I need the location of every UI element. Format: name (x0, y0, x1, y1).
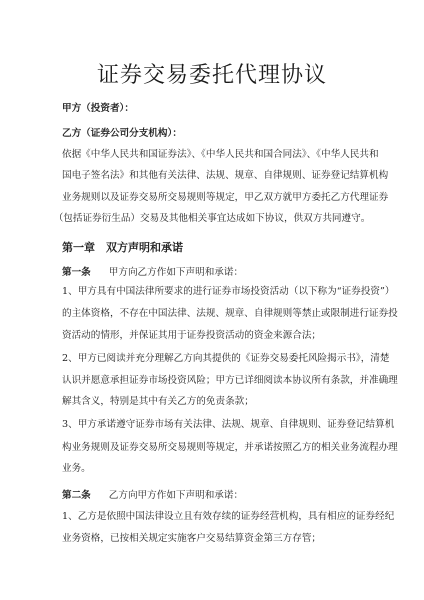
article-1-item-line: 业务。 (62, 463, 91, 474)
intro-line-4: （包括证券衍生品）交易及其他相关事宜达成如下协议，供双方共同遵守。 (53, 213, 371, 224)
intro-line-3: 业务规则以及证券交易所交易规则等规定，甲乙双方就甲方委托乙方代理证券 (62, 192, 389, 203)
article-1-item-line: 资活动的情形，并保证其用于证券投资活动的资金来源合法； (62, 330, 322, 341)
party-b-line: 乙方（证券公司分支机构）： (62, 128, 182, 139)
article-1-text: 甲方向乙方作如下声明和承诺： (108, 267, 244, 278)
article-1-item-line: 解其含义，特别是其中有关乙方的免责条款； (62, 396, 254, 407)
article-1-header (62, 267, 243, 279)
article-1-label: 第一条 (62, 267, 91, 278)
article-1-item-line: 1、甲方具有中国法律所要求的进行证券市场投资活动（以下称为“证券投资”） (62, 286, 395, 297)
article-1-item-line: 3、甲方承诺遵守证券市场有关法律、法规、规章、自律规则、证券登记结算机 (62, 419, 395, 430)
article-2-label: 第二条 (62, 490, 91, 501)
article-1-item-line: 2、甲方已阅读并充分理解乙方向其提供的《证券交易委托风险揭示书》，清楚 (62, 353, 390, 364)
article-2-text: 乙方向甲方作如下声明和承诺： (108, 490, 244, 501)
party-a-line: 甲方（投资者）： (62, 103, 134, 114)
intro-line-1: 依据《中华人民共和国证券法》、《中华人民共和国合同法》、《中华人民共和 (62, 149, 379, 160)
article-1-item-line: 构业务规则及证券交易所交易规则等规定，并承诺按照乙方的相关业务流程办理 (62, 442, 398, 453)
chapter-1-heading: 第一章 双方声明和承诺 (62, 241, 183, 254)
article-1-item-line: 认识并愿意承担证券市场投资风险；甲方已详细阅读本协议所有条款，并准确理 (62, 375, 398, 386)
article-2-item-line: 1、乙方是依照中国法律设立且有效存续的证券经营机构，具有相应的证券经纪 (62, 511, 395, 522)
document-title: 证券交易委托代理协议 (96, 63, 327, 88)
article-2-item-line: 业务资格，已按相关规定实施客户交易结算资金第三方存管； (62, 533, 322, 544)
article-2-header (62, 490, 243, 502)
intro-line-2: 国电子签名法》和其他有关法律、法规、规章、自律规则、证券登记结算机构 (62, 170, 389, 181)
article-1-item-line: 的主体资格，不存在中国法律、法规、规章、自律规则等禁止或限制进行证券投 (62, 308, 398, 319)
